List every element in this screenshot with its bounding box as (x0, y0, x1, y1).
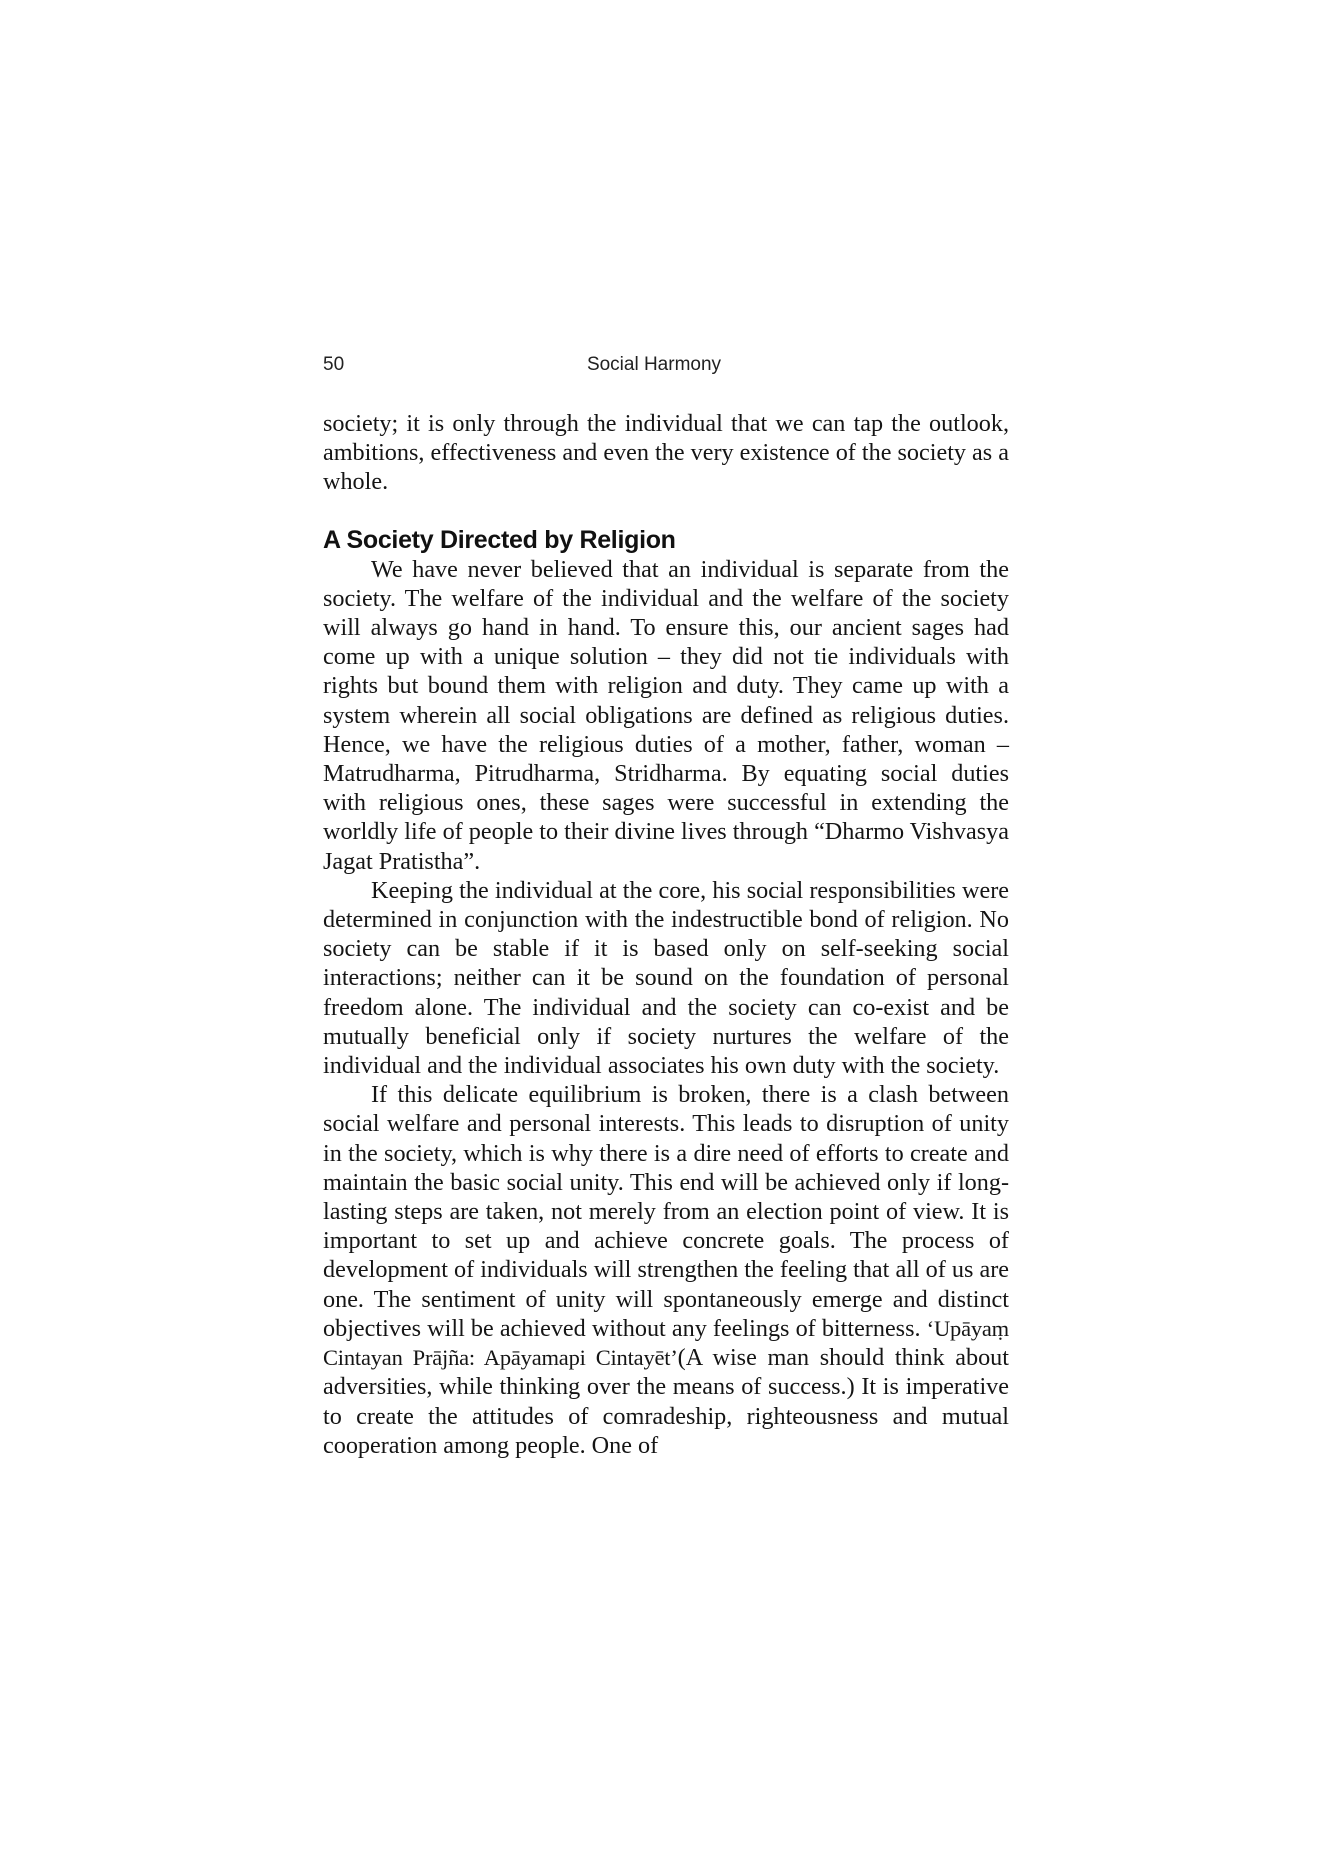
body-text (323, 409, 1009, 1460)
paragraph-3 (323, 1080, 1009, 1460)
sanskrit-quote: ‘Upāyaṃ Cintayan Prājña: Apāyamapi Cintayēt’ (323, 1315, 1009, 1371)
paragraph-2: Keeping the individual at the core, his social responsibilities were determined in conjunction with the indestructible bond of religion. No society can be stable if it is based only on self-seeking social interactions; neither can it be sound on the foundation of personal freedom alone. The individual and the society can co-exist and be mutually beneficial only if society nurtures the welfare of the individual and the individual associates his own duty with the society. (323, 876, 1009, 1080)
running-header (323, 354, 1009, 378)
running-title: Social Harmony (586, 354, 722, 375)
section-heading: A Society Directed by Religion (323, 525, 676, 554)
paragraph-3-continuation: (A wise man should think about adversities, while thinking over the means of success.) It is imperative to create the attitudes of comradeship, righteousness and mutual cooperation among people. One of (323, 1344, 1009, 1459)
book-page (323, 354, 1009, 1460)
paragraph-1: We have never believed that an individual is separate from the society. The welfare of the individual and the welfare of the society will always go hand in hand. To ensure this, our ancient sages had come up with a unique solution – they did not tie individuals with rights but bound them with religion and duty. They came up with a system wherein all social obligations are defined as religious duties. Hence, we have the religious duties of a mother, father, woman – Matrudharma, Pitrudharma, Stridharma. By equating social duties with religious ones, these sages were successful in extending the worldly life of people to their divine lives through “Dharmo Vishvasya Jagat Pratistha”. (323, 555, 1009, 875)
paragraph-3-text: If this delicate equilibrium is broken, there is a clash between social welfare and personal interests. This leads to disruption of unity in the society, which is why there is a dire need of efforts to create and maintain the basic social unity. This end will be achieved only if long-lasting steps are taken, not merely from an election point of view. It is important to set up and achieve concrete goals. The process of development of individuals will strengthen the feeling that all of us are one. The sentiment of unity will spontaneously emerge and distinct objectives will be achieved without any feelings of bitterness. (323, 1081, 1009, 1342)
continuation-paragraph: society; it is only through the individual that we can tap the outlook, ambitions, effectiveness and even the very existence of the society as a whole. (323, 410, 1009, 496)
page-number: 50 (323, 354, 345, 375)
